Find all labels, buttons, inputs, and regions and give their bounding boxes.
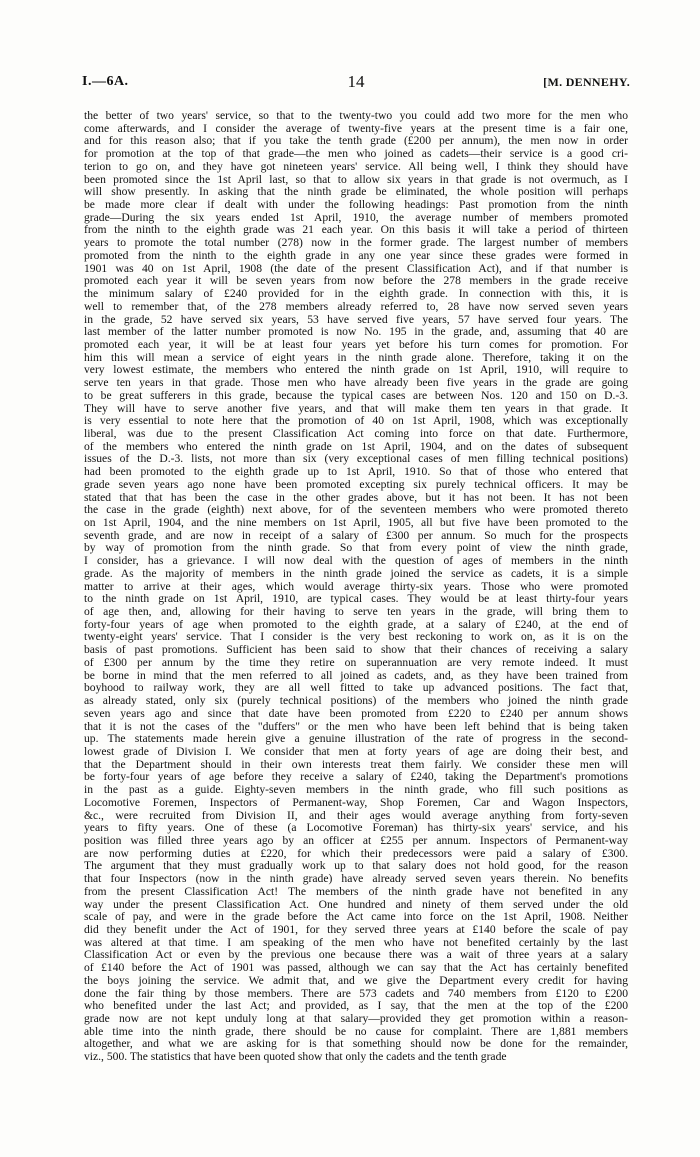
text-line: 1901 was 40 on 1st April, 1908 (the date of the present Classification Act), and if that number is: [84, 262, 628, 275]
text-line: done the fair thing by those members. There are 573 cadets and 740 members from £120 to £200: [84, 987, 628, 1000]
text-line: well to remember that, of the 278 members already referred to, 28 have now served seven years: [84, 300, 628, 313]
document-reference: I.—6A.: [82, 74, 129, 89]
text-line: promoted each year, it will be at least four years yet before his turn comes for promotion. For: [84, 338, 628, 351]
witness-name: [M. DENNEHY.: [543, 75, 630, 89]
text-line: matter to arrive at their ages, which would average thirty-six years. Those who were promoted: [84, 580, 628, 593]
text-line: grade seven years ago none have been promoted excepting six purely technical officers. It may be: [84, 478, 628, 491]
text-line: years to promote the total number (278) now in the former grade. The largest number of members: [84, 237, 628, 250]
text-line: promoted from the ninth to the eighth grade in any one year since these grades were formed in: [84, 249, 628, 262]
text-line: lowest grade of Division I. We consider that men at forty years of age are doing their best, and: [84, 745, 628, 758]
text-line: for promotion at the top of that grade—the men who joined as cadets—their service is a good cri-: [84, 148, 628, 161]
text-line: from the ninth to the eighth grade was 21 each year. On this basis it will take a period of thirteen: [84, 224, 628, 237]
text-line: of the members who entered the ninth grade on 1st April, 1904, and on the dates of subsequent: [84, 440, 628, 453]
text-line: grade. As the majority of members in the ninth grade joined the service as cadets, it is a simple: [84, 567, 628, 580]
text-line: was altered at that time. I am speaking of the men who have not benefited certainly by the last: [84, 936, 628, 949]
text-line: years to fifty years. One of these (a Locomotive Foreman) has thirty-six years' service, and his: [84, 822, 628, 835]
text-line: be borne in mind that the men referred to all joined as cadets, and, as they have been trained from: [84, 669, 628, 682]
text-line: last member of the latter number promoted is now No. 195 in the grade, and, assuming that 40 are: [84, 326, 628, 339]
text-line: the better of two years' service, so that to the twenty-two you could add two more for the men who: [84, 110, 628, 122]
text-line: from the present Classification Act! The members of the ninth grade have not benefited in any: [84, 885, 628, 898]
text-line: are now performing duties at £220, for which their predecessors were paid a salary of £300.: [84, 847, 628, 860]
text-line: had been promoted to the eighth grade up to 1st April, 1910. So that of those who entered that: [84, 466, 628, 479]
text-line: be made more clear if dealt with under the following headings: Past promotion from the ninth: [84, 199, 628, 212]
text-line: the boys joining the service. We admit that, and we give the Department every credit for having: [84, 974, 628, 987]
text-line: did they benefit under the Act of 1901, for they served three years at £140 before the scale of pay: [84, 924, 628, 936]
text-line: very lowest estimate, the members who entered the ninth grade on 1st April, 1910, will require to: [84, 364, 628, 377]
text-line: is very essential to note here that the promotion of 40 on 1st April, 1908, which was exceptionally: [84, 415, 628, 428]
text-line: I consider, has a grievance. I will now deal with the question of ages of members in the ninth: [84, 555, 628, 568]
text-line: who benefited under the last Act; and provided, as I say, that the men at the top of the £200: [84, 1000, 628, 1013]
text-line: Locomotive Foremen, Inspectors of Permanent-way, Shop Foremen, Car and Wagon Inspectors,: [84, 796, 628, 809]
text-line: and for this reason also; that if you take the tenth grade (£200 per annum), the men now in order: [84, 135, 628, 148]
text-line: seventh grade, and are now in receipt of a salary of £300 per annum. So much for the prospects: [84, 529, 628, 542]
text-line: on 1st April, 1904, and the nine members on 1st April, 1905, all but five have been promoted to the: [84, 517, 628, 529]
text-line: the case in the grade (eighth) next above, for of the seventeen members who were promoted thereto: [84, 504, 628, 517]
text-line: the minimum salary of £240 provided for in the eighth grade. In connection with this, it is: [84, 288, 628, 301]
text-line: to the ninth grade on 1st April, 1910, are typical cases. They would be at least thirty-four years: [84, 593, 628, 606]
text-line: way under the present Classification Act. One hundred and ninety of them served under the old: [84, 898, 628, 911]
text-line: by way of promotion from the ninth grade. So that from every point of view the ninth grade,: [84, 542, 628, 555]
text-line: altogether, and what we are asking for is that something should now be done for the remainder,: [84, 1038, 628, 1051]
text-line: promoted each year it will be seven years from now before the 278 members in the grade receive: [84, 275, 628, 288]
text-line: will show presently. In asking that the ninth grade be eliminated, the whole position will perhaps: [84, 186, 628, 199]
page-number: 14: [347, 72, 365, 91]
text-line: viz., 500. The statistics that have been quoted show that only the cadets and the tenth grade: [84, 1051, 507, 1064]
text-line: terion to go on, and they have got nineteen years' service. All being well, I think they should have: [84, 160, 628, 173]
text-line: grade now are not kept unduly long at that salary—provided they get promotion within a reason-: [84, 1013, 628, 1026]
text-line: Classification Act or even by the previous one because there was a wait of three years at a salary: [84, 949, 628, 962]
text-line: &c., were recruited from Division II, and their ages would average anything from forty-seven: [84, 809, 628, 822]
text-line: of £300 per annum by the time they retire on superannuation are very remote indeed. It must: [84, 656, 628, 669]
text-line: be forty-four years of age before they receive a salary of £240, taking the Department's promotions: [84, 771, 628, 784]
text-line: as already stated, only six (purely technical positions) of the members who joined the ninth grade: [84, 695, 628, 708]
body-text: [84, 110, 628, 1064]
text-line: in the grade, 52 have served six years, 53 have served five years, 57 have served four years. The: [84, 313, 628, 326]
text-line: of £140 before the Act of 1901 was passed, although we can say that the Act has certainly benefited: [84, 962, 628, 975]
text-line: basis of past promotions. Sufficient has been said to show that their chances of receiving a salary: [84, 644, 628, 657]
page-header: [82, 74, 630, 98]
text-line: The argument that they must gradually work up to that salary does not hold good, for the reason: [84, 860, 628, 873]
text-line: that four Inspectors (now in the ninth grade) have already served seven years therein. No benefits: [84, 873, 628, 886]
text-line: to be great sufferers in this grade, because the typical cases are between Nos. 120 and 150 on D.-3.: [84, 389, 628, 402]
text-line: boyhood to railway work, they are all well fitted to take up advanced positions. The fact that,: [84, 682, 628, 695]
text-line: been promoted since the 1st April last, so that to allow six years in that grade is not overmuch, as I: [84, 173, 628, 186]
text-line: him this will mean a service of eight years in the ninth grade alone. Therefore, taking it on the: [84, 351, 628, 364]
text-line: position was filled three years ago by an officer at £255 per annum. Inspectors of Permanent-way: [84, 834, 628, 847]
text-line: that the Department should in their own interests treat them fairly. We consider these men will: [84, 758, 628, 771]
text-line: that it is not the cases of the "duffers" or the men who have been left behind that is being taken: [84, 720, 628, 733]
text-line: of age then, and, allowing for their having to serve ten years in the grade, will bring them to: [84, 606, 628, 619]
text-line: in the past as a guide. Eighty-seven members in the ninth grade, who fill such positions as: [84, 784, 628, 797]
text-line: twenty-eight years' service. That I consider is the very best reckoning to work on, as it is on the: [84, 631, 628, 644]
text-line: up. The statements made herein give a genuine illustration of the rate of progress in the second-: [84, 733, 628, 746]
text-line: serve ten years in that grade. Those men who have already been five years in the grade are going: [84, 377, 628, 390]
text-line: issues of the D.-3. lists, not more than six (very exceptional cases of men filling technical positions): [84, 453, 628, 466]
text-line: scale of pay, and were in the grade before the Act came into force on the 1st April, 1908. Neither: [84, 911, 628, 924]
text-line: stated that that has been the case in the other grades above, but it has not been. It has not been: [84, 491, 628, 504]
text-line: liberal, was due to the present Classification Act coming into force on that date. Furthermore,: [84, 427, 628, 440]
text-line: They will have to serve another five years, and that will make them ten years in that grade. It: [84, 402, 628, 415]
text-line: grade—During the six years ended 1st April, 1910, the average number of members promoted: [84, 211, 628, 224]
text-line: come afterwards, and I consider the average of twenty-five years at the present time is a fair one,: [84, 122, 628, 135]
text-line: seven years ago and since that date have been promoted from £220 to £240 per annum shows: [84, 707, 628, 720]
text-line: forty-four years of age when promoted to the eighth grade, at a salary of £240, at the end of: [84, 618, 628, 631]
text-line: able time into the ninth grade, there should be no cause for complaint. There are 1,881 members: [84, 1025, 628, 1038]
